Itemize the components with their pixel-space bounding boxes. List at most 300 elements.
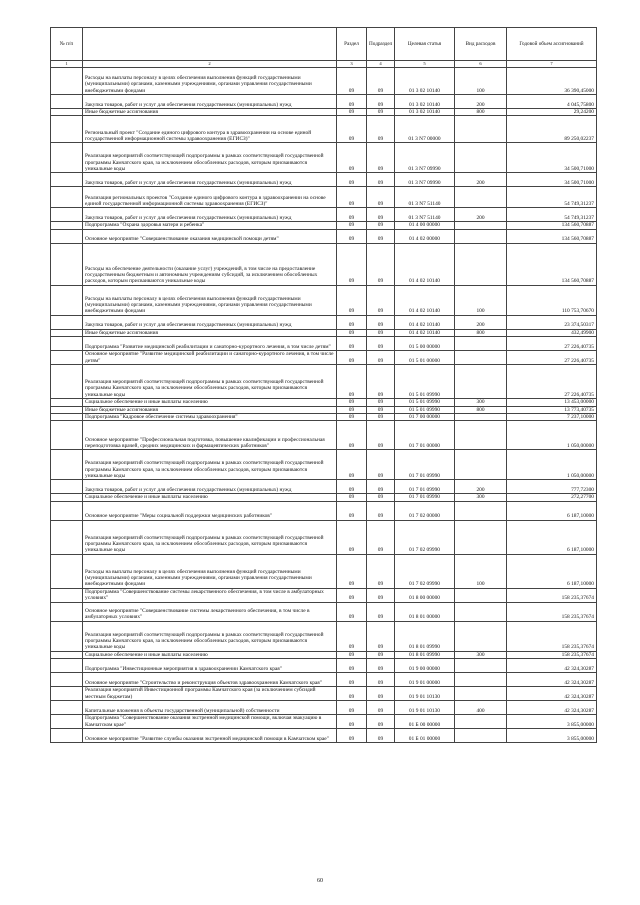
cell-sum: 36 390,45000 <box>507 68 597 95</box>
cell-csr: 01 9 00 00000 <box>395 659 455 673</box>
table-row <box>51 208 597 222</box>
cell-num <box>51 143 83 173</box>
cell-num <box>51 588 83 602</box>
cell-podrazdel: 09 <box>367 229 395 243</box>
cell-vr: 100 <box>455 554 507 588</box>
cell-vr: 100 <box>455 285 507 315</box>
cell-vr <box>455 143 507 173</box>
cell-num <box>51 337 83 351</box>
cell-razdel: 09 <box>337 208 367 222</box>
cell-sum: 158 235,37674 <box>507 651 597 658</box>
cell-sum: 42 324,30287 <box>507 687 597 701</box>
cell-name: Закупка товаров, работ и услуг для обеспечения государственных (муниципальных) нужд <box>83 315 337 329</box>
cell-csr: 01 8 01 09990 <box>395 621 455 651</box>
cell-vr: 800 <box>455 406 507 413</box>
cell-sum: 42 324,30287 <box>507 659 597 673</box>
cell-name: Закупка товаров, работ и услуг для обеспечения государственных (муниципальных) нужд <box>83 173 337 187</box>
cell-name: Подпрограмма "Совершенствование оказания экстренной медицинской помощи, включая эвакуацию в Камчатском крае" <box>83 715 337 729</box>
table-row <box>51 187 597 208</box>
cell-name: Реализация мероприятий соответствующей подпрограммы в рамках соответствующей государственной программы Камчатского края, за исключением обособленных расходов, которым присваиваются уникальные коды <box>83 450 337 480</box>
cell-sum: 27 226,40735 <box>507 337 597 351</box>
table-row <box>51 520 597 554</box>
cell-razdel: 09 <box>337 285 367 315</box>
cell-num <box>51 414 83 421</box>
cell-razdel: 09 <box>337 116 367 143</box>
cell-sum: 3 855,00000 <box>507 729 597 743</box>
cell-razdel: 09 <box>337 715 367 729</box>
cell-sum: 29,24200 <box>507 109 597 116</box>
header-vr: Вид расходов <box>455 28 507 61</box>
cell-sum: 42 324,30287 <box>507 673 597 687</box>
cell-podrazdel: 09 <box>367 494 395 501</box>
cell-sum: 3 855,00000 <box>507 715 597 729</box>
cell-sum: 777,72300 <box>507 480 597 494</box>
cell-name: Подпрограмма "Инвестиционные мероприятия в здравоохранении Камчатского края" <box>83 659 337 673</box>
cell-vr <box>455 365 507 399</box>
table-row <box>51 715 597 729</box>
cell-sum: 6 187,10000 <box>507 520 597 554</box>
cell-sum: 4 045,75800 <box>507 95 597 109</box>
cell-podrazdel: 09 <box>367 520 395 554</box>
cell-num <box>51 222 83 229</box>
cell-vr <box>455 187 507 208</box>
header-razdel: Раздел <box>337 28 367 61</box>
cell-csr: 01 3 N7 09990 <box>395 173 455 187</box>
cell-razdel: 09 <box>337 621 367 651</box>
cell-vr <box>455 520 507 554</box>
cell-name: Закупка товаров, работ и услуг для обеспечения государственных (муниципальных) нужд <box>83 208 337 222</box>
cell-vr <box>455 450 507 480</box>
cell-sum: 134 560,70887 <box>507 222 597 229</box>
table-row <box>51 421 597 450</box>
cell-name: Расходы на выплаты персоналу в целях обеспечения выполнения функций государственными (муниципальными) органами, казенными учреждениями, органами управления государственными внебюджетными фондами <box>83 554 337 588</box>
cell-razdel: 09 <box>337 588 367 602</box>
cell-name: Реализация мероприятий соответствующей подпрограммы в рамках соответствующей государственной программы Камчатского края, за исключением обособленных расходов, которым присваиваются уникальные коды <box>83 365 337 399</box>
cell-csr: 01 Б 00 00000 <box>395 715 455 729</box>
cell-csr: 01 5 01 09990 <box>395 365 455 399</box>
cell-num <box>51 187 83 208</box>
cell-vr <box>455 729 507 743</box>
cell-num <box>51 520 83 554</box>
cell-name: Основное мероприятие "Профессиональная подготовка, повышение квалификации и профессиональная переподготовка врачей, средних медицинских и фармацевтических работников" <box>83 421 337 450</box>
cell-razdel: 09 <box>337 602 367 621</box>
table-row <box>51 494 597 501</box>
cell-podrazdel: 09 <box>367 602 395 621</box>
cell-csr: 01 3 N7 09990 <box>395 143 455 173</box>
cell-razdel: 09 <box>337 729 367 743</box>
page-number: 60 <box>317 878 323 884</box>
cell-num <box>51 687 83 701</box>
cell-razdel: 09 <box>337 480 367 494</box>
cell-vr <box>455 243 507 285</box>
cell-sum: 27 226,40735 <box>507 351 597 365</box>
cell-csr: 01 4 02 10140 <box>395 315 455 329</box>
cell-num <box>51 715 83 729</box>
table-row <box>51 588 597 602</box>
table-body <box>51 68 597 743</box>
cell-num <box>51 421 83 450</box>
cell-sum: 27 226,40735 <box>507 365 597 399</box>
cell-csr: 01 9 01 00000 <box>395 673 455 687</box>
cell-vr <box>455 222 507 229</box>
cell-csr: 01 Б 01 00000 <box>395 729 455 743</box>
cell-name: Реализация мероприятий соответствующей подпрограммы в рамках соответствующей государственной программы Камчатского края, за исключением обособленных расходов, которым присваиваются уникальные коды <box>83 520 337 554</box>
cell-razdel: 09 <box>337 68 367 95</box>
table-row <box>51 116 597 143</box>
cell-name: Подпрограмма "Кадровое обеспечение системы здравоохранения" <box>83 414 337 421</box>
cell-vr: 300 <box>455 651 507 658</box>
cell-name: Основное мероприятие "Развитие медицинской реабилитации и санаторно-курортного лечения, в том числе детям" <box>83 351 337 365</box>
cell-num <box>51 399 83 406</box>
cell-name: Капитальные вложения в объекты государственной (муниципальной) собственности <box>83 701 337 715</box>
cell-num <box>51 673 83 687</box>
cell-podrazdel: 09 <box>367 116 395 143</box>
cell-razdel: 09 <box>337 554 367 588</box>
cell-num <box>51 480 83 494</box>
cell-podrazdel: 09 <box>367 621 395 651</box>
cell-csr: 01 4 02 10140 <box>395 285 455 315</box>
cell-podrazdel: 09 <box>367 399 395 406</box>
cell-vr <box>455 687 507 701</box>
cell-name: Иные бюджетные ассигнования <box>83 406 337 413</box>
cell-podrazdel: 09 <box>367 588 395 602</box>
cell-sum: 23 374,50317 <box>507 315 597 329</box>
header-volume: Годовой объем ассигнований <box>507 28 597 61</box>
cell-csr: 01 3 N7 51140 <box>395 208 455 222</box>
cell-podrazdel: 09 <box>367 208 395 222</box>
table-row <box>51 243 597 285</box>
cell-vr <box>455 351 507 365</box>
cell-vr <box>455 588 507 602</box>
cell-vr: 800 <box>455 109 507 116</box>
cell-vr <box>455 621 507 651</box>
cell-csr: 01 4 00 00000 <box>395 222 455 229</box>
cell-num <box>51 285 83 315</box>
cell-vr: 100 <box>455 68 507 95</box>
cell-csr: 01 4 02 00000 <box>395 229 455 243</box>
cell-sum: 158 235,37674 <box>507 621 597 651</box>
cell-sum: 13 453,00000 <box>507 399 597 406</box>
cell-razdel: 09 <box>337 173 367 187</box>
cell-razdel: 09 <box>337 351 367 365</box>
cell-podrazdel: 09 <box>367 554 395 588</box>
cell-csr: 01 7 01 00000 <box>395 421 455 450</box>
cell-csr: 01 3 02 10140 <box>395 68 455 95</box>
cell-podrazdel: 09 <box>367 187 395 208</box>
table-row <box>51 602 597 621</box>
cell-name: Социальное обеспечение и иные выплаты населению <box>83 399 337 406</box>
cell-sum: 6 187,10000 <box>507 554 597 588</box>
table-row <box>51 659 597 673</box>
cell-csr: 01 9 01 10130 <box>395 701 455 715</box>
table-row <box>51 729 597 743</box>
cell-num <box>51 659 83 673</box>
cell-podrazdel: 09 <box>367 329 395 336</box>
cell-csr: 01 3 02 10140 <box>395 95 455 109</box>
table-row <box>51 554 597 588</box>
cell-podrazdel: 09 <box>367 651 395 658</box>
cell-podrazdel: 09 <box>367 95 395 109</box>
cell-sum: 34 500,71000 <box>507 143 597 173</box>
cell-num <box>51 109 83 116</box>
header-num: № п/п <box>51 28 83 61</box>
cell-sum: 54 749,31237 <box>507 208 597 222</box>
cell-name: Подпрограмма "Развитие медицинской реабилитации и санаторно-курортного лечения, в том числе детям" <box>83 337 337 351</box>
cell-podrazdel: 09 <box>367 673 395 687</box>
table-row <box>51 406 597 413</box>
cell-num <box>51 406 83 413</box>
cell-sum: 134 560,70887 <box>507 229 597 243</box>
cell-num <box>51 329 83 336</box>
cell-name: Основное мероприятие "Развитие службы оказания экстренной медицинской помощи в Камчатском крае" <box>83 729 337 743</box>
cell-razdel: 09 <box>337 651 367 658</box>
cell-sum: 432,49900 <box>507 329 597 336</box>
cell-sum: 42 324,30287 <box>507 701 597 715</box>
cell-name: Реализация региональных проектов "Создание единого цифрового контура в здравоохранении на основе единой государственной информационной системы здравоохранения (ЕГИСЗ)" <box>83 187 337 208</box>
cell-sum: 34 500,71000 <box>507 173 597 187</box>
table-row <box>51 701 597 715</box>
table-row <box>51 95 597 109</box>
budget-table-page <box>50 27 596 743</box>
table-row <box>51 480 597 494</box>
cell-vr <box>455 116 507 143</box>
cell-podrazdel: 09 <box>367 501 395 520</box>
cell-name: Основное мероприятие "Совершенствование системы лекарственного обеспечения, в том числе в амбулаторных условиях" <box>83 602 337 621</box>
cell-razdel: 09 <box>337 229 367 243</box>
column-number: 5 <box>395 61 455 68</box>
cell-csr: 01 5 01 09990 <box>395 399 455 406</box>
table-row <box>51 222 597 229</box>
cell-podrazdel: 09 <box>367 222 395 229</box>
cell-podrazdel: 09 <box>367 351 395 365</box>
cell-num <box>51 450 83 480</box>
cell-podrazdel: 09 <box>367 285 395 315</box>
cell-csr: 01 5 01 09990 <box>395 406 455 413</box>
cell-num <box>51 621 83 651</box>
cell-podrazdel: 09 <box>367 406 395 413</box>
column-number: 1 <box>51 61 83 68</box>
cell-name: Иные бюджетные ассигнования <box>83 109 337 116</box>
cell-podrazdel: 09 <box>367 659 395 673</box>
cell-num <box>51 173 83 187</box>
cell-csr: 01 7 01 09990 <box>395 450 455 480</box>
cell-razdel: 09 <box>337 501 367 520</box>
cell-sum: 7 237,10000 <box>507 414 597 421</box>
cell-csr: 01 7 02 00000 <box>395 501 455 520</box>
table-row <box>51 621 597 651</box>
cell-name: Основное мероприятие "Меры социальной поддержки медицинских работников" <box>83 501 337 520</box>
cell-sum: 54 749,31237 <box>507 187 597 208</box>
table-row <box>51 68 597 95</box>
header-name <box>83 28 337 61</box>
cell-name: Подпрограмма "Охрана здоровья матери и ребенка" <box>83 222 337 229</box>
cell-podrazdel: 09 <box>367 729 395 743</box>
cell-razdel: 09 <box>337 109 367 116</box>
cell-razdel: 09 <box>337 399 367 406</box>
cell-sum: 134 560,70887 <box>507 243 597 285</box>
cell-sum: 13 773,40735 <box>507 406 597 413</box>
cell-name: Расходы на выплаты персоналу в целях обеспечения выполнения функций государственными (муниципальными) органами, казенными учреждениями, органами управления государственными внебюджетными фондами <box>83 68 337 95</box>
cell-vr <box>455 602 507 621</box>
cell-csr: 01 7 02 09990 <box>395 554 455 588</box>
column-number: 6 <box>455 61 507 68</box>
cell-vr <box>455 659 507 673</box>
cell-name: Расходы на выплаты персоналу в целях обеспечения выполнения функций государственными (муниципальными) органами, казенными учреждениями, органами управления государственными внебюджетными фондами <box>83 285 337 315</box>
cell-vr: 800 <box>455 329 507 336</box>
cell-name: Закупка товаров, работ и услуг для обеспечения государственных (муниципальных) нужд <box>83 480 337 494</box>
cell-razdel: 09 <box>337 243 367 285</box>
cell-num <box>51 701 83 715</box>
table-row <box>51 285 597 315</box>
cell-sum: 1 050,00000 <box>507 421 597 450</box>
cell-csr: 01 5 01 00000 <box>395 351 455 365</box>
cell-name: Основное мероприятие "Совершенствование оказания медицинской помощи детям" <box>83 229 337 243</box>
table-row <box>51 329 597 336</box>
cell-num <box>51 729 83 743</box>
cell-name: Расходы на обеспечение деятельности (оказание услуг) учреждений, в том числе на предоставление государственным бюджетным и автономным учреждениям субсидий, за исключением обособленных расходов, которым присваиваются уникальные коды <box>83 243 337 285</box>
cell-vr: 200 <box>455 173 507 187</box>
table-row <box>51 365 597 399</box>
cell-csr: 01 8 00 00000 <box>395 588 455 602</box>
cell-podrazdel: 09 <box>367 315 395 329</box>
cell-podrazdel: 09 <box>367 109 395 116</box>
cell-name: Иные бюджетные ассигнования <box>83 329 337 336</box>
cell-name: Реализация мероприятий соответствующей подпрограммы в рамках соответствующей государственной программы Камчатского края, за исключением обособленных расходов, которым присваиваются уникальные коды <box>83 621 337 651</box>
cell-num <box>51 501 83 520</box>
table-row <box>51 673 597 687</box>
column-number-row <box>51 61 597 68</box>
cell-podrazdel: 09 <box>367 143 395 173</box>
cell-podrazdel: 09 <box>367 687 395 701</box>
cell-num <box>51 95 83 109</box>
cell-num <box>51 494 83 501</box>
cell-name: Закупка товаров, работ и услуг для обеспечения государственных (муниципальных) нужд <box>83 95 337 109</box>
cell-vr <box>455 673 507 687</box>
cell-razdel: 09 <box>337 222 367 229</box>
table-row <box>51 143 597 173</box>
cell-sum: 158 235,37674 <box>507 588 597 602</box>
cell-podrazdel: 09 <box>367 365 395 399</box>
cell-razdel: 09 <box>337 143 367 173</box>
header-podrazdel: Подраздел <box>367 28 395 61</box>
cell-num <box>51 554 83 588</box>
cell-csr: 01 7 00 00000 <box>395 414 455 421</box>
cell-razdel: 09 <box>337 187 367 208</box>
table-row <box>51 315 597 329</box>
cell-num <box>51 208 83 222</box>
cell-podrazdel: 09 <box>367 701 395 715</box>
cell-csr: 01 8 01 09990 <box>395 651 455 658</box>
cell-razdel: 09 <box>337 659 367 673</box>
cell-csr: 01 9 01 10130 <box>395 687 455 701</box>
cell-razdel: 09 <box>337 701 367 715</box>
cell-csr: 01 3 N7 51140 <box>395 187 455 208</box>
cell-vr <box>455 229 507 243</box>
column-number: 4 <box>367 61 395 68</box>
cell-vr <box>455 715 507 729</box>
table-row <box>51 414 597 421</box>
table-row <box>51 399 597 406</box>
cell-razdel: 09 <box>337 673 367 687</box>
cell-sum: 6 187,10000 <box>507 501 597 520</box>
cell-vr <box>455 414 507 421</box>
column-number: 3 <box>337 61 367 68</box>
cell-vr <box>455 337 507 351</box>
cell-csr: 01 7 01 09990 <box>395 494 455 501</box>
table-row <box>51 651 597 658</box>
cell-csr: 01 3 02 10140 <box>395 109 455 116</box>
cell-name: Реализация мероприятий соответствующей подпрограммы в рамках соответствующей государственной программы Камчатского края, за исключением обособленных расходов, которым присваиваются уникальные коды <box>83 143 337 173</box>
cell-num <box>51 68 83 95</box>
cell-vr: 300 <box>455 399 507 406</box>
cell-csr: 01 8 01 00000 <box>395 602 455 621</box>
cell-name: Социальное обеспечение и иные выплаты населению <box>83 651 337 658</box>
table-row <box>51 501 597 520</box>
cell-podrazdel: 09 <box>367 421 395 450</box>
table-row <box>51 687 597 701</box>
column-number: 7 <box>507 61 597 68</box>
cell-csr: 01 5 00 00000 <box>395 337 455 351</box>
cell-razdel: 09 <box>337 337 367 351</box>
cell-razdel: 09 <box>337 450 367 480</box>
cell-num <box>51 651 83 658</box>
cell-razdel: 09 <box>337 520 367 554</box>
table-row <box>51 450 597 480</box>
cell-razdel: 09 <box>337 494 367 501</box>
cell-sum: 110 753,70670 <box>507 285 597 315</box>
table-row <box>51 109 597 116</box>
cell-razdel: 09 <box>337 365 367 399</box>
column-number: 2 <box>83 61 337 68</box>
cell-vr: 200 <box>455 95 507 109</box>
cell-csr: 01 7 02 09990 <box>395 520 455 554</box>
cell-podrazdel: 09 <box>367 715 395 729</box>
cell-num <box>51 602 83 621</box>
cell-name: Реализация мероприятий Инвестиционной программы Камчатского края (за исключением субсидий местным бюджетам) <box>83 687 337 701</box>
cell-podrazdel: 09 <box>367 173 395 187</box>
cell-razdel: 09 <box>337 315 367 329</box>
cell-num <box>51 315 83 329</box>
cell-razdel: 09 <box>337 421 367 450</box>
cell-vr: 300 <box>455 494 507 501</box>
cell-sum: 1 050,00000 <box>507 450 597 480</box>
cell-vr: 200 <box>455 208 507 222</box>
cell-sum: 89 250,02237 <box>507 116 597 143</box>
cell-csr: 01 4 02 10140 <box>395 243 455 285</box>
cell-csr: 01 7 01 09990 <box>395 480 455 494</box>
cell-vr <box>455 421 507 450</box>
table-row <box>51 337 597 351</box>
cell-razdel: 09 <box>337 414 367 421</box>
cell-name: Основное мероприятие "Строительство и реконструкция объектов здравоохранения Камчатского края" <box>83 673 337 687</box>
cell-podrazdel: 09 <box>367 68 395 95</box>
cell-num <box>51 243 83 285</box>
cell-num <box>51 365 83 399</box>
cell-name: Подпрограмма "Совершенствование системы лекарственного обеспечения, в том числе в амбулаторных условиях" <box>83 588 337 602</box>
cell-podrazdel: 09 <box>367 414 395 421</box>
cell-sum: 272,27700 <box>507 494 597 501</box>
table-row <box>51 351 597 365</box>
cell-razdel: 09 <box>337 687 367 701</box>
cell-podrazdel: 09 <box>367 450 395 480</box>
cell-name: Социальное обеспечение и иные выплаты населению <box>83 494 337 501</box>
cell-csr: 01 4 02 10140 <box>395 329 455 336</box>
cell-podrazdel: 09 <box>367 337 395 351</box>
cell-num <box>51 351 83 365</box>
table-row <box>51 229 597 243</box>
cell-num <box>51 229 83 243</box>
table-row <box>51 173 597 187</box>
